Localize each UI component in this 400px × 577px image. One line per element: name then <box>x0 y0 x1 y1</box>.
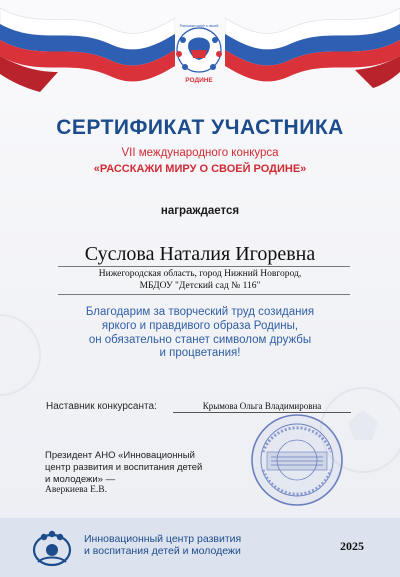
contest-logo-bottom-text: РОДИНЕ <box>185 77 213 84</box>
president-line: Президент АНО «Инновационный <box>45 450 195 461</box>
contest-logo <box>167 20 231 90</box>
president-block <box>45 450 245 497</box>
recipient-name: Суслова Наталия Игоревна <box>84 243 316 265</box>
certificate-title: СЕРТИФИКАТ УЧАСТНИКА <box>56 116 344 139</box>
president-line <box>45 474 245 498</box>
mentor-label: Наставник конкурсанта: <box>46 401 157 412</box>
contest-subtitle: VII международного конкурса <box>121 147 279 159</box>
name-underline <box>58 266 350 267</box>
right-flag-ribbon <box>225 0 400 105</box>
footer-organization <box>84 534 241 557</box>
contest-logo-top-text: Расскажи миру о своей <box>179 24 219 28</box>
left-flag-ribbon <box>0 0 175 110</box>
president-line: центр развития и воспитания детей <box>45 461 203 473</box>
organization-logo-icon <box>30 528 74 568</box>
message-line: он обязательно станет символом дружбы <box>88 333 312 346</box>
mentor-name: Крымова Ольга Владимировна <box>202 401 322 411</box>
message-line: и процветания! <box>159 347 241 360</box>
recipient-location: Нижегородская область, город Нижний Новгород, <box>98 269 302 279</box>
contest-name: «РАССКАЖИ МИРУ О СВОЕЙ РОДИНЕ» <box>93 163 307 175</box>
recipient-institution: МБДОУ "Детский сад № 116" <box>139 281 261 291</box>
official-stamp <box>249 412 345 508</box>
message-line: Благодарим за творческий труд созидания <box>85 306 315 318</box>
footer-year: 2025 <box>340 539 364 553</box>
president-line-prefix: и молодежи» — <box>45 473 116 485</box>
footer-org-line: и воспитания детей и молодежи <box>84 544 241 557</box>
gratitude-message <box>0 306 400 361</box>
message-line: яркого и правдивого образа Родины, <box>101 319 299 332</box>
awarded-label: награждается <box>160 205 240 217</box>
institution-underline <box>58 294 350 295</box>
footer-org-line: Инновационный центр развития <box>84 533 242 545</box>
president-signature: Аверкиева Е.В. <box>45 485 108 496</box>
